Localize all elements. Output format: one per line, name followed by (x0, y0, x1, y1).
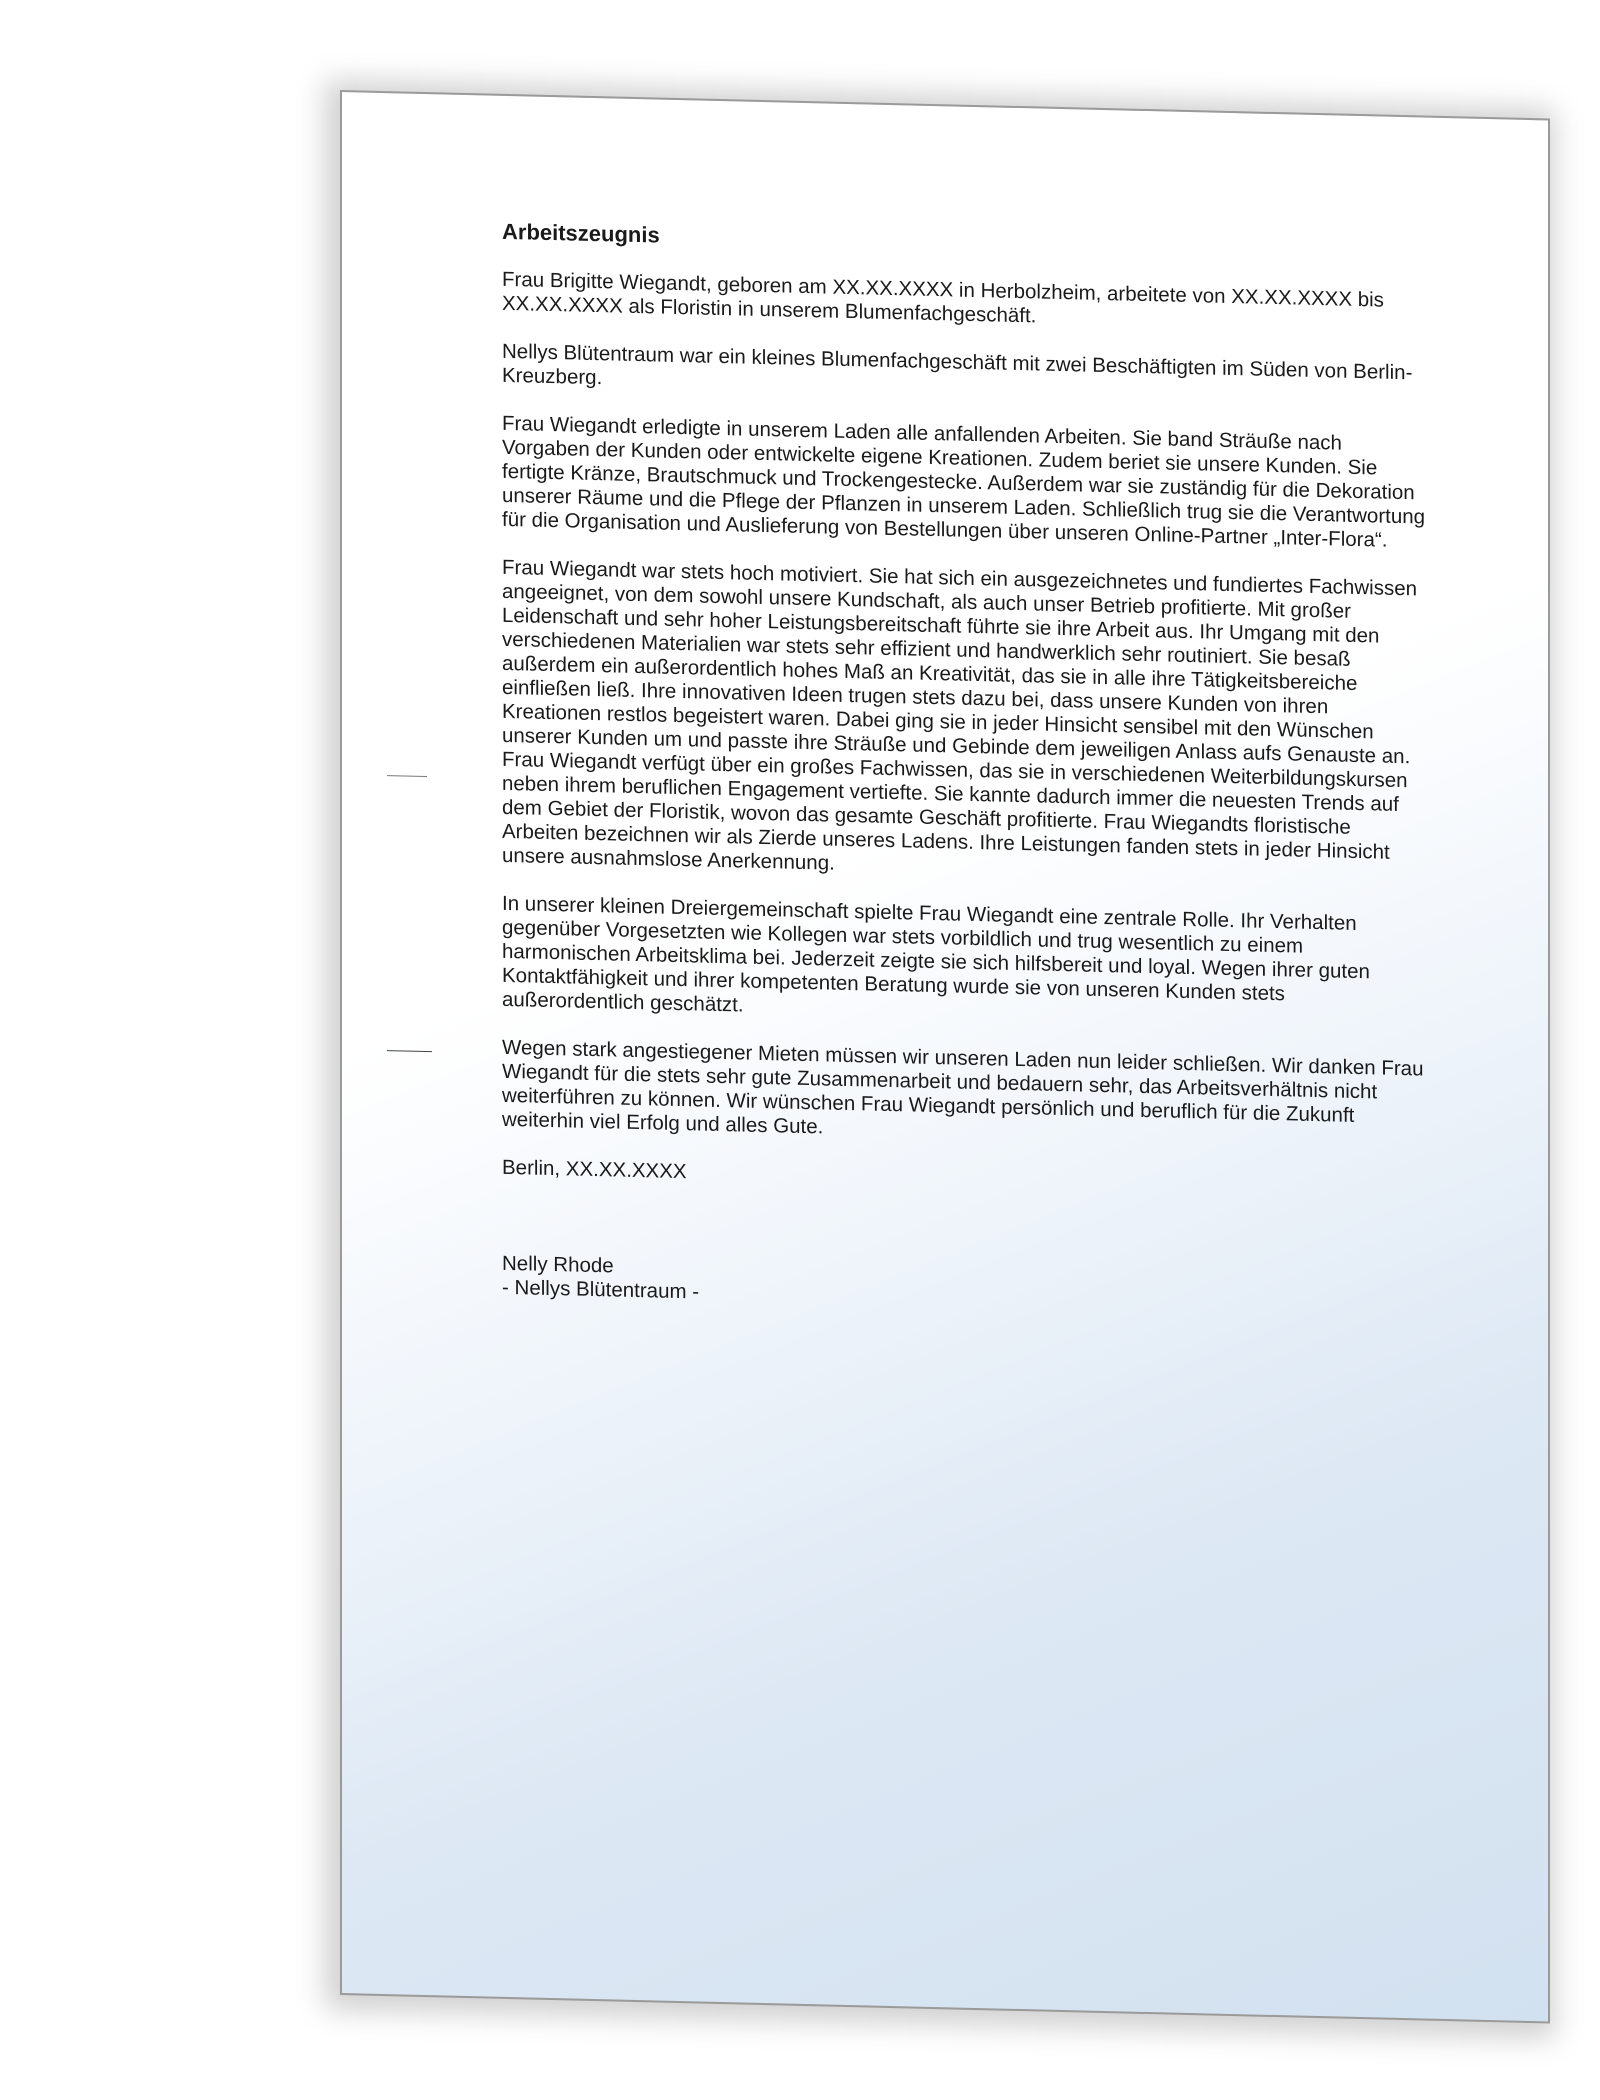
hole-punch-mark (387, 1050, 432, 1052)
document-title: Arbeitszeugnis (502, 218, 660, 248)
paragraph-employment: Frau Brigitte Wiegandt, geboren am XX.XX.XXXX in Herbolzheim, arbeitete von XX.XX.XXXX bis XX.XX.XXXX als Floristin in unserem Blumenfachgeschäft. (502, 267, 1384, 328)
paragraph-conduct: In unserer kleinen Dreiergemeinschaft spielte Frau Wiegandt eine zentrale Rolle. Ihr Verhalten gegenüber Vorgesetzten wie Kollegen war stets vorbildlich und trug wesentlich zu einem harmonischen Arbeitsklima bei. Jederzeit zeigte sie sich hilfsbereit und loyal. Wegen ihrer guten Kontaktfähigkeit und ihrer kompetenten Beratung wurde sie von unseren Kunden stets außerordentlich geschätzt. (502, 891, 1370, 1017)
document-page (340, 90, 1550, 2024)
document-body (502, 220, 1427, 1322)
signature-name: Nelly Rhode (502, 1251, 614, 1278)
place-date: Berlin, XX.XX.XXXX (502, 1155, 687, 1184)
paragraph-performance: Frau Wiegandt war stets hoch motiviert. Sie hat sich ein ausgezeichnetes und fundiertes Fachwissen angeeignet, von dem sowohl unsere Kundschaft, als auch unser Betrieb profitierte. Mit großer Leidenschaft und sehr hoher Leistungsbereitschaft führte sie ihre Arbeit aus. Ihr Umgang mit den verschiedenen Materialien war stets sehr effizient und handwerklich sehr routiniert. Sie besaß außerdem ein außerordentlich hohes Maß an Kreativität, das sie in alle ihre Tätigkeitsbereiche einfließen ließ. Ihre innovativen Ideen trugen stets dazu bei, dass unsere Kunden von ihren Kreationen restlos begeistert waren. Dabei ging sie in jeder Hinsicht sensibel mit den Wünschen unserer Kunden um und passte ihre Sträuße und Gebinde dem jeweiligen Anlass aufs Genauste an. Frau Wiegandt verfügt über ein großes Fachwissen, das sie in verschiedenen Weiterbildungskursen neben ihrem beruflichen Engagement vertiefte. Sie kannte dadurch immer die neuesten Trends auf dem Gebiet der Floristik, wovon das gesamte Geschäft profitierte. Frau Wiegandts floristische Arbeiten bezeichnen wir als Zierde unseres Ladens. Ihre Leistungen fanden stets in jeder Hinsicht unsere ausnahmslose Anerkennung. (502, 555, 1417, 875)
paragraph-closing: Wegen stark angestiegener Mieten müssen wir unseren Laden nun leider schließen. Wir danken Frau Wiegandt für die stets sehr gute Zusammenarbeit und bedauern sehr, das Arbeitsverhältnis nicht weiterführen zu können. Wir wünschen Frau Wiegandt persönlich und beruflich für die Zukunft weiterhin viel Erfolg und alles Gute. (502, 1035, 1424, 1139)
fold-mark-top (387, 775, 427, 777)
paragraph-company: Nellys Blütentraum war ein kleines Blumenfachgeschäft mit zwei Beschäftigten im Süden von Berlin-Kreuzberg. (502, 339, 1413, 390)
signature-company: - Nellys Blütentraum - (502, 1275, 700, 1304)
paragraph-duties: Frau Wiegandt erledigte in unserem Laden alle anfallenden Arbeiten. Sie band Sträuße nach Vorgaben der Kunden oder entwickelte eigene Kreationen. Zudem beriet sie unsere Kunden. Sie fertigte Kränze, Brautschmuck und Trockengestecke. Außerdem war sie zuständig für die Dekoration unserer Räume und die Pflege der Pflanzen in unserem Laden. Schließlich trug sie die Verantwortung für die Organisation und Auslieferung von Bestellungen über unseren Online-Partner „Inter-Flora“. (502, 411, 1426, 552)
